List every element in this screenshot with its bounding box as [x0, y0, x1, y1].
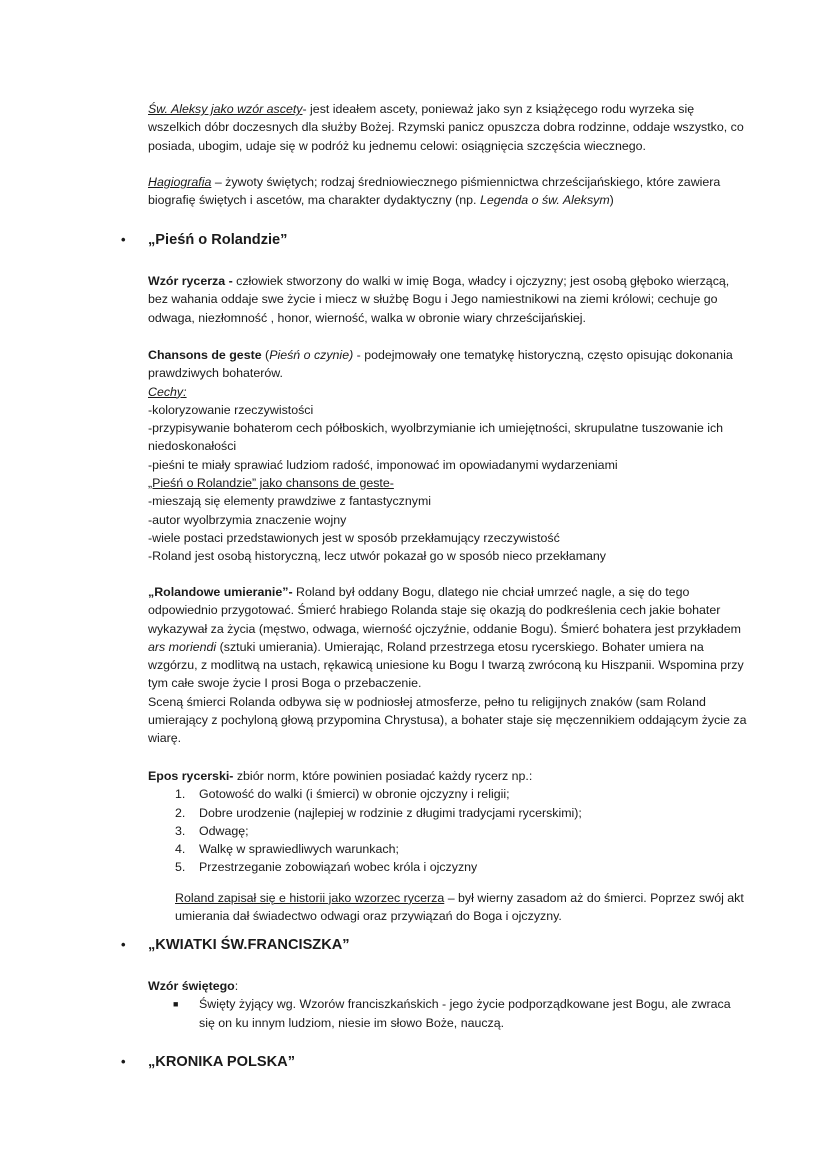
square-bullet-icon: ■	[173, 999, 179, 1010]
list-item	[148, 804, 748, 822]
epos-term: Epos rycerski-	[148, 769, 234, 783]
epos-summary-underlined: Roland zapisał się e historii jako wzorzec rycerza	[175, 890, 445, 905]
section-title: „KWIATKI ŚW.FRANCISZKA”	[148, 937, 350, 953]
umieranie-term: „Rolandowe umieranie”-	[148, 585, 293, 599]
ars-moriendi: ars moriendi	[148, 639, 217, 654]
feature-item: -przypisywanie bohaterom cech półboskich, wyolbrzymianie ich umiejętności, skrupulatne tuszowanie ich niedoskonałości	[148, 421, 724, 454]
section-title: „KRONIKA POLSKA”	[148, 1054, 296, 1070]
umieranie-text: Roland był oddany Bogu, dlatego nie chciał umrzeć nagle, a się do tego odpowiednio przygotować. Śmierć hrabiego Rolanda staje się okazją do podkreślenia cech jakie bohater wykazywał za życia (męstwo, odwaga, wierność ojczyźnie, oddanie Bogu). Śmierć bohatera jest przykładem	[148, 585, 741, 636]
chansons-translation: Pieśń o czynie)	[269, 348, 354, 362]
swiety-colon: :	[234, 979, 239, 993]
list-number: 5.	[175, 860, 186, 875]
feature-item: -pieśni te miały sprawiać ludziom radość, imponować im opowiadanymi wydarzeniami	[148, 457, 618, 472]
roland-item: -Roland jest osobą historyczną, lecz utwór pokazał go w sposób nieco przekłamany	[148, 549, 606, 564]
rycerz-term: Wzór rycerza -	[148, 274, 233, 288]
hagiografia-example: Legenda o św. Aleksym	[479, 193, 610, 208]
list-item	[148, 785, 748, 803]
epos-summary-text: – był wierny zasadom aż do śmierci. Poprzez swój akt umierania dał świadectwo odwagi oraz przywiązań do Boga i ojczyzny.	[175, 890, 744, 924]
aleksy-title: Św. Aleksy jako wzór ascety	[148, 102, 303, 116]
aleksy-text: - jest ideałem ascety, ponieważ jako syn z książęcego rodu wyrzeka się wszelkich dóbr doczesnych dla służby Bożej. Rzymski panicz opuszcza dobra rodzinne, oddaje wszystko, co posiada, ubogim, udaje się w podróż ku jednemu celowi: osiągnięcia szczęścia wiecznego.	[148, 102, 744, 153]
epos-summary	[148, 889, 748, 926]
feature-item: -koloryzowanie rzeczywistości	[148, 402, 314, 417]
list-text: Gotowość do walki (i śmierci) w obronie ojczyzny i religii;	[199, 787, 510, 802]
umieranie-paragraph	[148, 583, 748, 748]
section-heading-kronika	[121, 1052, 295, 1072]
list-number: 4.	[175, 842, 186, 857]
chansons-term: Chansons de geste	[148, 348, 262, 362]
section-title: „Pieśń o Rolandzie”	[148, 232, 288, 248]
list-item	[148, 858, 748, 876]
bullet-icon: •	[121, 1054, 126, 1069]
list-item	[148, 840, 748, 858]
swiety-block	[148, 977, 748, 1032]
swiety-item	[148, 995, 748, 1032]
rycerz-text: człowiek stworzony do walki w imię Boga, władcy i ojczyzny; jest osobą głęboko wierzącą, bez wahania oddaje swe życie i miecz w służbę Bogu i Jego namiestnikowi na ziemi królowi; cechuje go odwaga, niezłomność , honor, wierność, walka w obronie wiary chrześcijańskiej.	[148, 274, 730, 325]
list-text: Przestrzeganie zobowiązań wobec króla i ojczyzny	[199, 860, 478, 875]
list-item	[148, 822, 748, 840]
swiety-term: Wzór świętego	[148, 979, 235, 993]
features-title: Cechy:	[148, 384, 187, 399]
chansons-open: (	[261, 348, 270, 362]
chansons-block	[148, 346, 748, 566]
umieranie-text-3: Sceną śmierci Rolanda odbywa się w podniosłej atmosferze, pełno tu religijnych znaków (sam Roland umierający z pochyloną głową przypomina Chrystusa), a bohater staje się męczennikiem oddającym życie za wiarę.	[148, 694, 747, 746]
list-text: Walkę w sprawiedliwych warunkach;	[199, 842, 399, 857]
chansons-text: - podejmowały one tematykę historyczną, często opisując dokonania prawdziwych bohaterów.	[148, 348, 733, 381]
bullet-icon: •	[121, 937, 126, 952]
list-number: 2.	[175, 805, 186, 820]
list-text: Dobre urodzenie (najlepiej w rodzinie z długimi tradycjami rycerskimi);	[199, 805, 582, 820]
hagiografia-term: Hagiografia	[148, 175, 212, 189]
umieranie-text-2: (sztuki umierania). Umierając, Roland przestrzega etosu rycerskiego. Bohater umiera na wzgórzu, z modlitwą na ustach, rękawicą uniesione ku Bogu I twarzą zwróconą ku Hiszpanii. Wspomina przy tym całe swoje życie I prosi Boga o przebaczenie.	[148, 639, 744, 691]
section-heading-roland	[121, 230, 287, 250]
bullet-icon: •	[121, 232, 126, 247]
rycerz-paragraph	[148, 272, 748, 327]
epos-block	[148, 767, 748, 925]
epos-text: zbiór norm, które powinien posiadać każdy rycerz np.:	[233, 769, 533, 783]
aleksy-paragraph	[148, 100, 748, 155]
hagiografia-close: )	[609, 193, 614, 208]
list-text: Odwagę;	[199, 823, 249, 838]
swiety-text: Święty żyjący wg. Wzorów franciszkańskich - jego życie podporządkowane jest Bogu, ale zwraca się on ku innym ludziom, niesie im słowo Boże, nauczą.	[199, 997, 731, 1030]
hagiografia-paragraph	[148, 173, 748, 210]
epos-list	[148, 785, 748, 876]
roland-chansons-title: „Pieśń o Rolandzie” jako chansons de geste-	[148, 476, 394, 491]
hagiografia-text: – żywoty świętych; rodzaj średniowiecznego piśmiennictwa chrześcijańskiego, które zawiera biografię świętych i ascetów, ma charakter dydaktyczny (np.	[148, 175, 721, 208]
roland-item: -wiele postaci przedstawionych jest w sposób przekłamujący rzeczywistość	[148, 530, 560, 545]
list-number: 1.	[175, 787, 186, 802]
roland-item: -autor wyolbrzymia znaczenie wojny	[148, 512, 347, 527]
list-number: 3.	[175, 823, 186, 838]
section-heading-kwiatki	[121, 935, 350, 955]
roland-item: -mieszają się elementy prawdziwe z fantastycznymi	[148, 494, 432, 509]
